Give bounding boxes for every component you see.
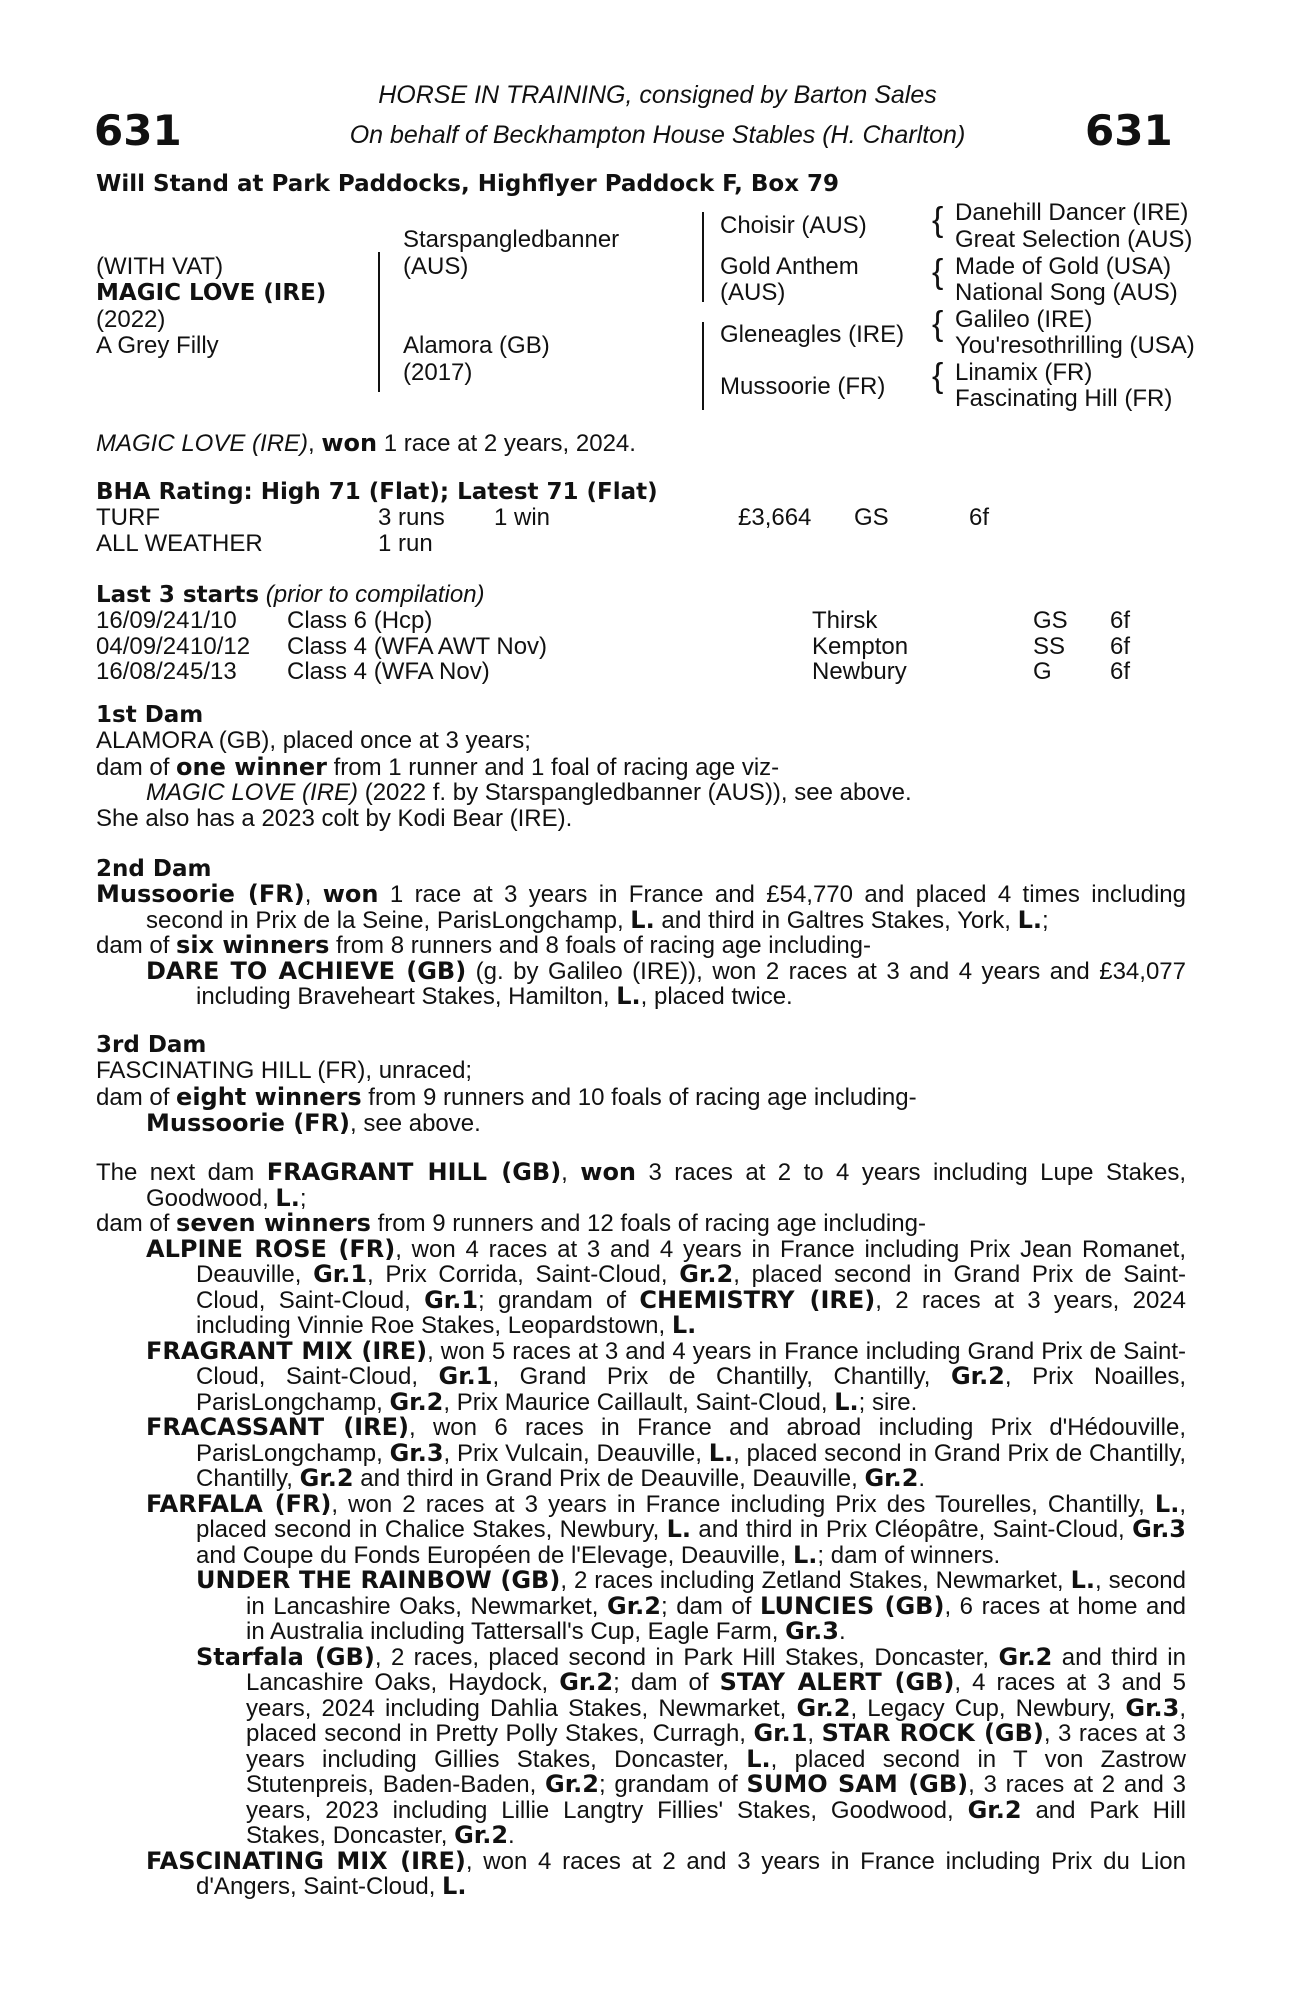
text-run: , Legacy Cup, Newbury, [850, 1694, 1126, 1722]
dam3-l2b: eight winners [176, 1083, 362, 1111]
last3-cell: 16/09/24 [96, 607, 190, 634]
dam3-title: 3rd Dam [96, 1032, 207, 1058]
aw-runs: 1 run [378, 530, 433, 557]
horse-description: A Grey Filly [96, 332, 219, 359]
last3-cell: Class 4 (WFA AWT Nov) [287, 632, 548, 660]
entry-alpine-rose [146, 1234, 1186, 1339]
dam2-p1a: Mussoorie (FR) [96, 880, 305, 908]
last3-cell: SS [1033, 632, 1066, 660]
gg-dds: Linamix (FR) [955, 359, 1093, 386]
turf-going: GS [854, 504, 889, 531]
text-run: L. [746, 1744, 771, 1773]
text-run: ; grandam of [598, 1771, 747, 1798]
turf-distance: 6f [969, 504, 990, 531]
text-run: L. [671, 1311, 697, 1339]
dam2-p2c: from 8 runners and 8 foals of racing age including- [329, 932, 872, 959]
last3-cell: 6f [1110, 607, 1131, 634]
text-run: Gr.2 [967, 1795, 1022, 1824]
text-run: , second in Lancashire Oaks, Newmarket, [246, 1567, 1186, 1620]
dam1-line2 [96, 754, 779, 781]
text-run: ; sire. [858, 1388, 918, 1416]
turf-label: TURF [96, 504, 160, 531]
text-run: , 2 races, placed second in Park Hill Stakes, Doncaster, [374, 1643, 999, 1671]
gg-ddd: Fascinating Hill (FR) [955, 385, 1173, 412]
next-para1 [96, 1160, 1186, 1211]
dam-sire: Gleneagles (IRE) [720, 321, 905, 348]
dam2-para1 [96, 882, 1186, 933]
text-run: Gr.2 [950, 1362, 1005, 1390]
text-run: and Park Hill Stakes, Doncaster, [246, 1796, 1186, 1849]
brace-g4: { [932, 357, 944, 395]
pedigree-brace-dam [702, 322, 704, 410]
text-run: Gr.2 [299, 1464, 354, 1492]
text-run: Gr.3 [1132, 1515, 1187, 1543]
dam2-p3a: DARE TO ACHIEVE (GB) [146, 956, 467, 985]
text-run: Gr.3 [1125, 1693, 1180, 1722]
text-run: , won 5 races at 3 and 4 years in France including Grand Prix de Saint-Cloud, Saint-Cloud, [196, 1337, 1186, 1390]
dam-year: (2017) [403, 359, 473, 386]
text-run: SUMO SAM (GB) [746, 1770, 969, 1798]
stand-location: Will Stand at Park Paddocks, Highflyer Paddock F, Box 79 [96, 171, 840, 197]
text-run: Gr.2 [389, 1387, 444, 1416]
sire-name: Starspangledbanner [403, 226, 620, 253]
dam2-p1h: ; [1041, 906, 1049, 934]
text-run: Starfala (GB) [196, 1642, 375, 1671]
text-run: , placed second in Grand Prix de Chantilly, Chantilly, [196, 1439, 1186, 1492]
text-run: Gr.2 [559, 1668, 614, 1696]
turf-prize: £3,664 [738, 504, 812, 531]
lot-number-left: 631 [94, 106, 182, 155]
text-run: , Grand Prix de Chantilly, Chantilly, [492, 1363, 951, 1390]
text-run: STAR ROCK (GB) [821, 1719, 1044, 1747]
next-p2b: seven winners [176, 1209, 371, 1237]
next-p1f: L. [275, 1183, 300, 1212]
dam3-line3 [146, 1110, 481, 1137]
next-p2a: dam of [96, 1210, 177, 1237]
dam3-l2a: dam of [96, 1084, 177, 1111]
summary-horse-name: MAGIC LOVE (IRE) [96, 430, 309, 457]
next-p1c: , [561, 1159, 581, 1186]
text-run: , won 4 races at 3 and 4 years in France including Prix Jean Romanet, Deauville, [196, 1235, 1186, 1288]
brace-g3: { [932, 305, 944, 343]
sire-dam-origin: (AUS) [720, 279, 786, 306]
dam2-para3 [146, 956, 1186, 1010]
next-p1b: FRAGRANT HILL (GB) [266, 1158, 562, 1186]
text-run: UNDER THE RAINBOW (GB) [196, 1566, 561, 1594]
text-run: . [918, 1465, 926, 1492]
text-run: Gr.3 [785, 1617, 839, 1645]
brace-g1: { [932, 201, 944, 239]
text-run: , Prix Noailles, ParisLongchamp, [196, 1363, 1187, 1416]
dam3-l3b: , see above. [350, 1110, 481, 1137]
dam1-line4: She also has a 2023 colt by Kodi Bear (IRE). [96, 805, 573, 832]
entry-fascinating-mix [146, 1846, 1186, 1900]
text-run: , 3 races at 2 and 3 years, 2023 including Lillie Langtry Fillies' Stakes, Goodwood, [246, 1771, 1186, 1824]
text-run: Gr.2 [679, 1260, 734, 1288]
horse-name: MAGIC LOVE (IRE) [96, 280, 327, 306]
dam1-l2c: from 1 runner and 1 foal of racing age viz- [326, 754, 780, 781]
text-run: L. [666, 1515, 692, 1543]
gg-sss: Danehill Dancer (IRE) [955, 199, 1189, 226]
text-run: L. [1070, 1566, 1095, 1594]
text-run: STAY ALERT (GB) [719, 1668, 955, 1696]
text-run: and third in Lancashire Oaks, Haydock, [246, 1643, 1186, 1696]
text-run: , placed second in Pretty Polly Stakes, Curragh, [246, 1694, 1186, 1747]
dam-dam: Mussoorie (FR) [720, 373, 886, 400]
dam2-p1e: L. [630, 905, 655, 934]
sire-sire: Choisir (AUS) [720, 212, 867, 239]
last3-cell: 5/13 [190, 658, 237, 685]
text-run: , placed second in T von Zastrow Stutenpreis, Baden-Baden, [246, 1745, 1186, 1798]
text-run: FRAGRANT MIX (IRE) [146, 1336, 428, 1365]
last3-cell: Thirsk [812, 607, 878, 634]
text-run: Gr.1 [313, 1260, 368, 1288]
text-run: FASCINATING MIX (IRE) [146, 1846, 466, 1875]
entry-fracassant [146, 1415, 1186, 1492]
dam2-para2 [96, 933, 1186, 959]
last3-cell: G [1033, 658, 1052, 685]
dam2-p1b: , [304, 881, 323, 908]
aw-label: ALL WEATHER [96, 530, 263, 557]
summary-won: won [321, 429, 378, 457]
brace-g2: { [932, 253, 944, 291]
text-run: and third in Grand Prix de Deauville, Deauville, [353, 1465, 865, 1492]
next-p1g: ; [299, 1184, 307, 1212]
text-run: ; dam of [660, 1592, 761, 1620]
last3-cell: 04/09/24 [96, 632, 190, 660]
text-run: ; grandam of [478, 1286, 640, 1314]
turf-runs: 3 runs [378, 504, 445, 531]
text-run: Gr.1 [438, 1362, 493, 1390]
text-run: Gr.2 [607, 1591, 661, 1620]
text-run: Gr.2 [545, 1770, 599, 1798]
dam-name: Alamora (GB) [403, 332, 550, 359]
next-p1d: won [580, 1158, 637, 1186]
next-para2 [96, 1211, 1186, 1237]
text-run: ; dam of [613, 1669, 720, 1696]
gg-dss: Galileo (IRE) [955, 306, 1093, 333]
lot-number-right: 631 [1085, 106, 1173, 155]
text-run: , 3 races at 3 years including Gillies Stakes, Doncaster, [246, 1720, 1186, 1773]
text-run: , Prix Vulcain, Deauville, [443, 1439, 709, 1467]
next-p1a: The next dam [96, 1159, 267, 1186]
dam2-p1f: and third in Galtres Stakes, York, [654, 906, 1018, 934]
pedigree-brace-main [378, 252, 380, 392]
text-run: . [839, 1618, 846, 1645]
sire-dam: Gold Anthem [720, 253, 859, 280]
next-p2c: from 9 runners and 12 foals of racing age including- [370, 1210, 926, 1237]
consignor-line: HORSE IN TRAINING, consigned by Barton Sales [378, 81, 937, 109]
text-run: , 4 races at 3 and 5 years, 2024 including Dahlia Stakes, Newmarket, [246, 1669, 1187, 1722]
gg-sdd: National Song (AUS) [955, 279, 1178, 306]
dam3-l3a: Mussoorie (FR) [146, 1109, 351, 1137]
last3-cell: 1/10 [190, 607, 237, 634]
text-run: FARFALA (FR) [146, 1489, 332, 1518]
last3-cell: 16/08/24 [96, 658, 190, 685]
dam1-line1: ALAMORA (GB), placed once at 3 years; [96, 727, 531, 754]
vendor-line: On behalf of Beckhampton House Stables (H. Charlton) [349, 121, 966, 149]
race-summary: MAGIC LOVE (IRE), won 1 race at 2 years, 2024. [96, 429, 636, 457]
text-run: Gr.3 [389, 1438, 444, 1467]
text-run: and Coupe du Fonds Européen de l'Elevage, Deauville, [196, 1541, 793, 1569]
text-run: , placed second in Chalice Stakes, Newbury, [196, 1490, 1186, 1543]
text-run: CHEMISTRY (IRE) [639, 1285, 876, 1314]
last3-cell: Kempton [812, 632, 909, 660]
text-run: ALPINE ROSE (FR) [146, 1234, 396, 1263]
last3-cell: 6f [1110, 632, 1131, 660]
dam2-p2b: six winners [176, 931, 330, 959]
dam1-l3b: (2022 f. by Starspangledbanner (AUS)), see above. [358, 779, 912, 806]
dam3-line1: FASCINATING HILL (FR), unraced; [96, 1057, 473, 1084]
text-run: L. [793, 1540, 818, 1569]
dam1-l2a: dam of [96, 754, 177, 781]
last3-cell: 10/12 [190, 632, 251, 660]
text-run: L. [1154, 1489, 1180, 1518]
horse-year: (2022) [96, 306, 166, 333]
text-run: L. [834, 1387, 859, 1416]
gg-ssd: Great Selection (AUS) [955, 226, 1193, 253]
next-p1e: 3 races at 2 to 4 years including Lupe Stakes, Goodwood, [146, 1159, 1186, 1212]
next-dam-section [96, 1160, 1186, 1900]
dam2-p1g: L. [1017, 905, 1042, 934]
text-run: , Prix Corrida, Saint-Cloud, [367, 1261, 680, 1288]
text-run: ; dam of winners. [817, 1541, 1001, 1569]
text-run: Gr.2 [454, 1821, 509, 1849]
last3-cell: GS [1033, 607, 1068, 634]
text-run: , Prix Maurice Caillault, Saint-Cloud, [443, 1388, 835, 1416]
last3-cell: Class 4 (WFA Nov) [287, 658, 490, 685]
pedigree-brace-sire [702, 212, 704, 302]
last3-cell: Newbury [812, 658, 907, 685]
dam3-line2 [96, 1084, 917, 1111]
last3-cell: Class 6 (Hcp) [287, 607, 433, 634]
text-run: , 2 races including Zetland Stakes, Newmarket, [560, 1567, 1071, 1594]
last3-cell: 6f [1110, 658, 1131, 685]
dam2-section [96, 882, 1186, 1010]
dam1-l2b: one winner [176, 753, 327, 781]
sire-origin: (AUS) [403, 253, 469, 280]
gg-dsd: You'resothrilling (USA) [955, 332, 1195, 359]
dam2-p2a: dam of [96, 932, 177, 959]
text-run: and third in Prix Cléopâtre, Saint-Cloud, [691, 1516, 1133, 1543]
entry-farfala [146, 1489, 1187, 1569]
entry-fragrant-mix [146, 1336, 1187, 1416]
bha-rating: BHA Rating: High 71 (Flat); Latest 71 (Flat) [96, 479, 658, 505]
dam1-l3a: MAGIC LOVE (IRE) [146, 779, 359, 806]
dam1-line3 [146, 780, 912, 806]
text-run: , won 4 races at 2 and 3 years in France including Prix du Lion d'Angers, Saint-Cloud, [196, 1847, 1186, 1900]
dam2-p3d: , placed twice. [640, 983, 793, 1010]
summary-rest: 1 race at 2 years, 2024. [377, 430, 636, 457]
text-run: , [807, 1720, 822, 1747]
text-run: , 2 races at 3 years, 2024 including Vinnie Roe Stakes, Leopardstown, [196, 1286, 1186, 1339]
dam3-l2c: from 9 runners and 10 foals of racing age including- [361, 1084, 917, 1111]
dam2-p1d: 1 race at 3 years in France and £54,770 and placed 4 times including second in Prix de la Seine, ParisLongchamp, [146, 881, 1186, 934]
dam1-title: 1st Dam [96, 702, 204, 728]
text-run: , 6 races at home and in Australia including Tattersall's Cup, Eagle Farm, [246, 1592, 1187, 1645]
text-run: , placed second in Grand Prix de Saint-Cloud, Saint-Cloud, [196, 1261, 1186, 1314]
entry-under-the-rainbow [196, 1568, 1186, 1645]
last3-title: Last 3 starts [96, 582, 260, 608]
last3-note: (prior to compilation) [265, 581, 485, 608]
text-run: Gr.1 [753, 1719, 808, 1747]
text-run: , won 2 races at 3 years in France including Prix des Tourelles, Chantilly, [331, 1490, 1155, 1518]
text-run: LUNCIES (GB) [760, 1591, 945, 1620]
text-run: Gr.2 [796, 1693, 851, 1722]
text-run: . [508, 1822, 515, 1849]
entry-starfala [196, 1642, 1187, 1849]
vat-label: (WITH VAT) [96, 253, 224, 280]
dam2-p3b: (g. by Galileo (IRE)), won 2 races at 3 and 4 years and £34,077 including Braveheart Stakes, Hamilton, [196, 957, 1186, 1010]
text-run: L. [442, 1872, 467, 1900]
dam2-p1c: won [322, 880, 379, 908]
text-run: Gr.2 [864, 1464, 919, 1492]
gg-sds: Made of Gold (USA) [955, 253, 1172, 280]
dam2-p3c: L. [616, 982, 641, 1010]
text-run: FRACASSANT (IRE) [146, 1413, 409, 1441]
text-run: Gr.2 [998, 1642, 1053, 1671]
text-run: Gr.1 [424, 1285, 479, 1314]
last3-heading [96, 582, 485, 608]
text-run: L. [708, 1438, 734, 1467]
text-run: , won 6 races in France and abroad including Prix d'Hédouville, ParisLongchamp, [196, 1414, 1186, 1467]
turf-wins: 1 win [494, 504, 551, 531]
dam2-title: 2nd Dam [96, 856, 212, 882]
